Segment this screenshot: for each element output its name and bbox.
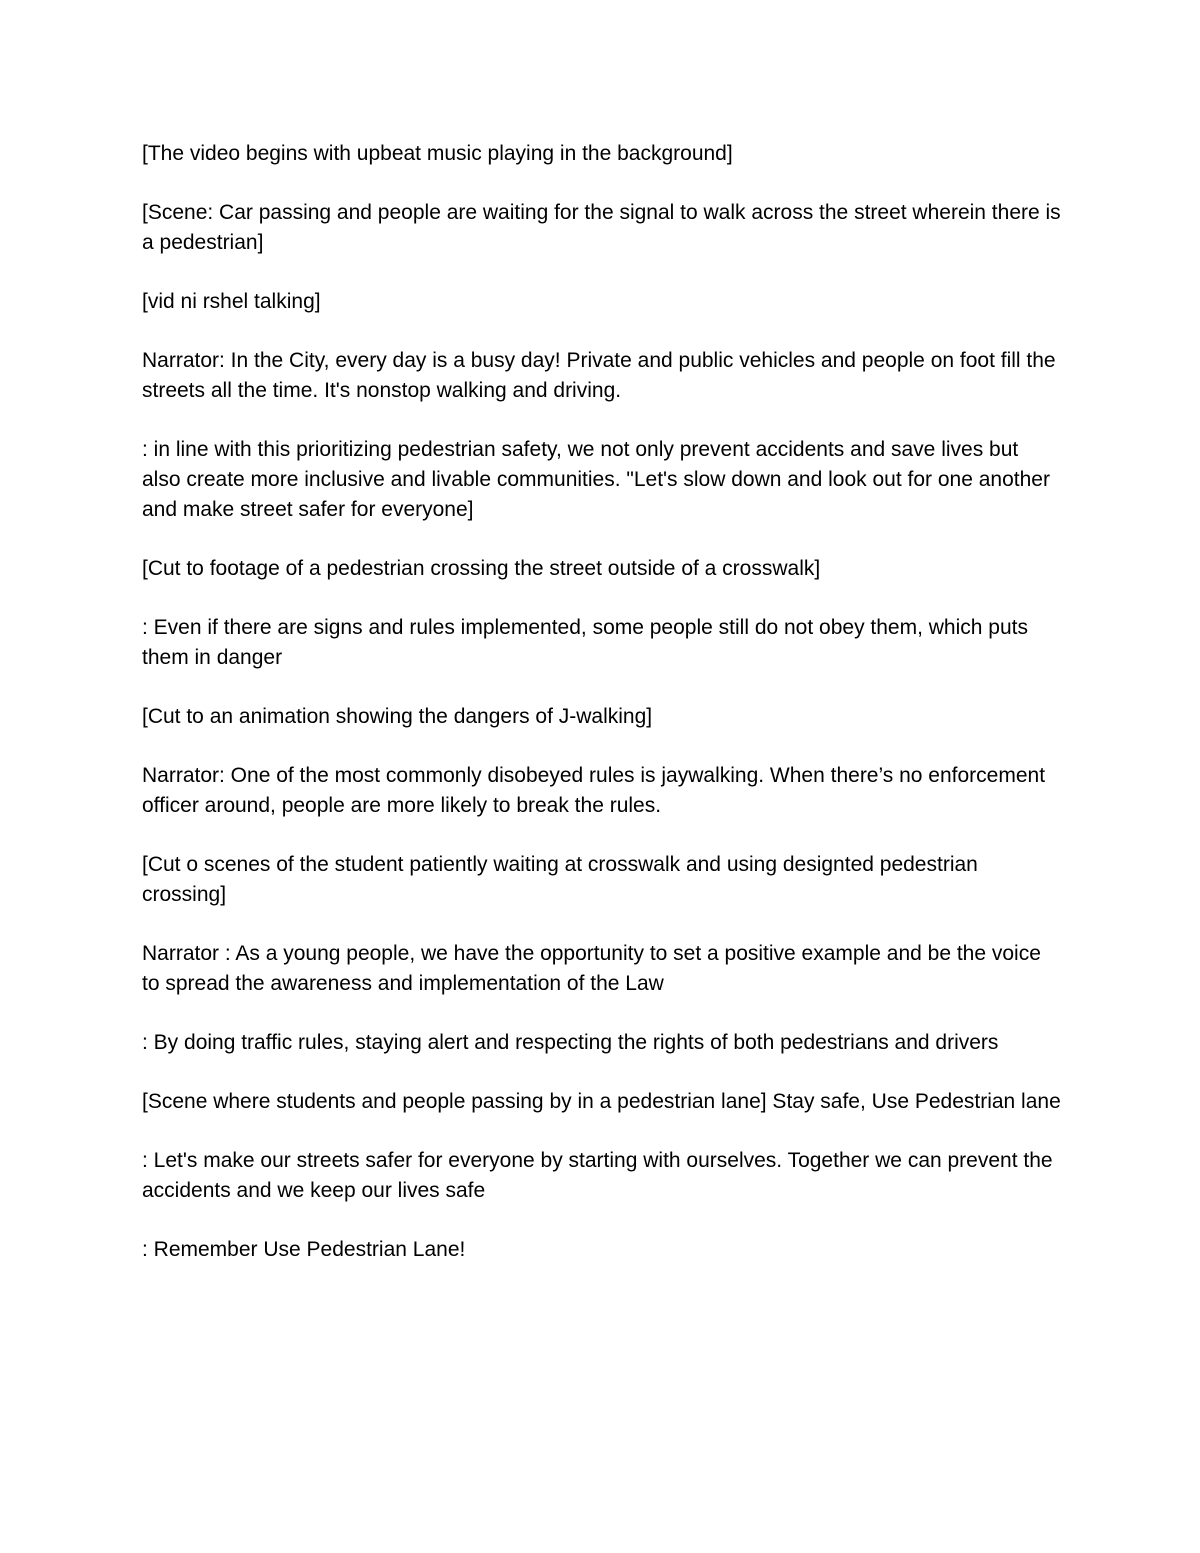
paragraph-5: : in line with this prioritizing pedestrian safety, we not only prevent accidents and save lives but also create more inclusive and livable communities. "Let's slow down and look out for one another and make street safer for everyone] — [142, 438, 1050, 521]
paragraph-2: [Scene: Car passing and people are waiting for the signal to walk across the street wherein there is a pedestrian] — [142, 201, 1061, 254]
paragraph-13: [Scene where students and people passing by in a pedestrian lane] Stay safe, Use Pedestrian lane — [142, 1090, 1061, 1113]
paragraph-10: [Cut o scenes of the student patiently waiting at crosswalk and using designted pedestrian crossing] — [142, 853, 978, 906]
paragraph-14: : Let's make our streets safer for everyone by starting with ourselves. Together we can prevent the accidents and we keep our lives safe — [142, 1149, 1053, 1202]
paragraph-11: Narrator : As a young people, we have the opportunity to set a positive example and be the voice to spread the awareness and implementation of the Law — [142, 942, 1041, 995]
paragraph-4: Narrator: In the City, every day is a busy day! Private and public vehicles and people on foot fill the streets all the time. It's nonstop walking and driving. — [142, 349, 1056, 402]
paragraph-7: : Even if there are signs and rules implemented, some people still do not obey them, which puts them in danger — [142, 616, 1028, 669]
paragraph-6: [Cut to footage of a pedestrian crossing the street outside of a crosswalk] — [142, 557, 821, 580]
paragraph-8: [Cut to an animation showing the dangers of J-walking] — [142, 705, 653, 728]
paragraph-3: [vid ni rshel talking] — [142, 290, 321, 313]
paragraph-9: Narrator: One of the most commonly disobeyed rules is jaywalking. When there’s no enforcement officer around, people are more likely to break the rules. — [142, 764, 1046, 817]
paragraph-12: : By doing traffic rules, staying alert and respecting the rights of both pedestrians and drivers — [142, 1031, 999, 1054]
paragraph-15: : Remember Use Pedestrian Lane! — [142, 1238, 466, 1261]
paragraph-1: [The video begins with upbeat music playing in the background] — [142, 142, 733, 165]
document-body — [142, 139, 1062, 1294]
